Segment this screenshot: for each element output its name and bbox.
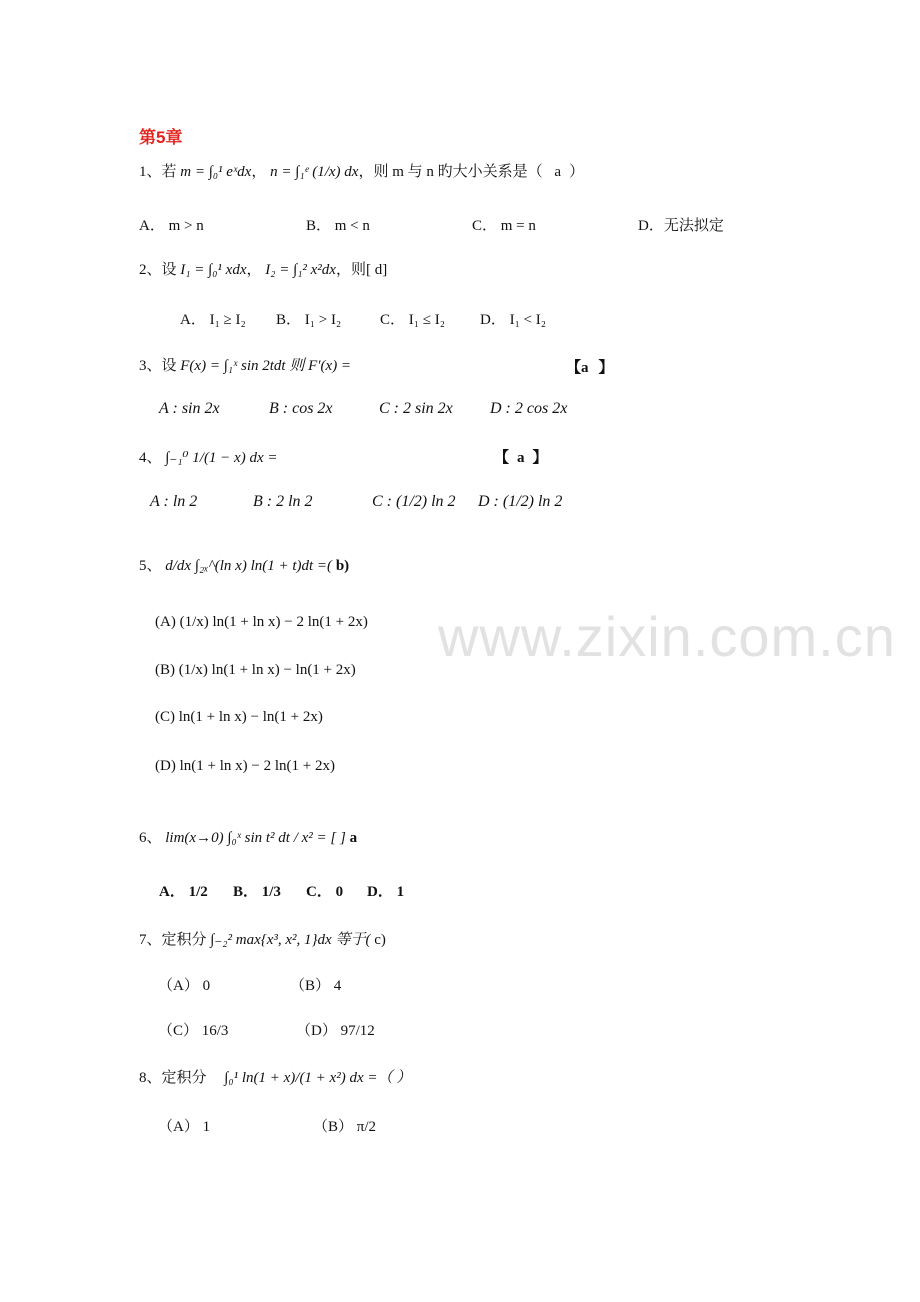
q7-answer: c [374, 932, 381, 948]
q8-option-a: （A） 1 [158, 1119, 211, 1135]
q2-answer: d [374, 262, 383, 278]
watermark: www.zixin.com.cn [438, 605, 896, 668]
q7-option-a: （A） 0 [158, 978, 211, 994]
q2-option-a: A． I₁ ≥ I₂ [180, 312, 246, 328]
q3-option-b: B : cos 2x [269, 400, 333, 417]
question-3: 3、设 F(x) = ∫₁ˣ sin 2tdt 则 F′(x) = [139, 358, 352, 374]
q2-option-d: D． I₁ < I₂ [480, 312, 546, 328]
q3-answer: a [581, 360, 589, 376]
q8-expr: ∫₀¹ ln(1 + x)/(1 + x²) dx =（ ） [224, 1070, 412, 1086]
q1-option-d: D．无法拟定 [638, 218, 724, 234]
q6-option-a: A． 1/2 [159, 884, 208, 900]
q1-answer: a [554, 164, 562, 180]
q7-option-c: （C） 16/3 [158, 1023, 229, 1039]
q5-option-c: (C) ln(1 + ln x) − ln(1 + 2x) [155, 709, 323, 725]
question-7: 7、定积分 ∫₋₂² max{x³, x², 1}dx 等于( c) [139, 932, 386, 948]
question-2: 2、设 I₁ = ∫₀¹ xdx， I₂ = ∫₁² x²dx，则[ d] [139, 262, 388, 278]
q7-option-b: （B） 4 [290, 978, 342, 994]
q8-option-b: （B） π/2 [313, 1119, 376, 1135]
q5-option-b: (B) (1/x) ln(1 + ln x) − ln(1 + 2x) [155, 662, 356, 678]
q4-option-b: B : 2 ln 2 [253, 493, 313, 510]
q4-answer: a [517, 450, 525, 466]
q5-expr: d/dx ∫₂ₓ^(ln x) ln(1 + t)dt =( [165, 558, 333, 574]
q4-answer-bracket: 【 a 】 [494, 450, 548, 466]
q2-option-c: C． I₁ ≤ I₂ [380, 312, 445, 328]
q4-expr: ∫₋₁⁰ 1/(1 − x) dx = [165, 450, 278, 466]
q7-option-d: （D） 97/12 [296, 1023, 375, 1039]
q3-option-d: D : 2 cos 2x [490, 400, 568, 417]
q1-n-expr: n = ∫₁ᵉ (1/x) dx [270, 164, 359, 180]
q6-answer: a [349, 830, 358, 846]
q5-option-a: (A) (1/x) ln(1 + ln x) − 2 ln(1 + 2x) [155, 614, 368, 630]
q1-option-a: A． m > n [139, 218, 204, 234]
q2-i2-expr: I₂ = ∫₁² x²dx [265, 262, 336, 278]
q2-option-b: B． I₁ > I₂ [276, 312, 342, 328]
q6-option-c: C． 0 [306, 884, 344, 900]
question-8: 8、定积分 ∫₀¹ ln(1 + x)/(1 + x²) dx =（ ） [139, 1070, 412, 1086]
q1-m-expr: m = ∫₀¹ eˣdx [180, 164, 252, 180]
question-4: 4、 ∫₋₁⁰ 1/(1 − x) dx = [139, 450, 278, 466]
q5-option-d: (D) ln(1 + ln x) − 2 ln(1 + 2x) [155, 758, 335, 774]
q3-answer-bracket: 【a 】 [566, 360, 614, 376]
q3-expr: F(x) = ∫₁ˣ sin 2tdt 则 F′(x) = [180, 358, 352, 374]
q1-option-b: B． m < n [306, 218, 370, 234]
q4-option-a: A : ln 2 [150, 493, 198, 510]
q6-option-d: D． 1 [367, 884, 405, 900]
question-5: 5、 d/dx ∫₂ₓ^(ln x) ln(1 + t)dt =( b) [139, 558, 350, 574]
q7-expr: ∫₋₂² max{x³, x², 1}dx 等于( [210, 932, 371, 948]
q4-option-c: C : (1/2) ln 2 [372, 493, 456, 510]
q1-option-c: C． m = n [472, 218, 536, 234]
question-6: 6、 lim(x→0) ∫₀ˣ sin t² dt / x² = [ ] a [139, 830, 358, 846]
q3-option-a: A : sin 2x [159, 400, 220, 417]
q6-option-b: B． 1/3 [233, 884, 281, 900]
question-1: 1、若 m = ∫₀¹ eˣdx， n = ∫₁ᵉ (1/x) dx，则 m 与 n 旳大小关系是（ a ） [139, 164, 585, 180]
chapter-title: 第5章 [139, 128, 183, 147]
q3-option-c: C : 2 sin 2x [379, 400, 453, 417]
q6-expr: lim(x→0) ∫₀ˣ sin t² dt / x² = [ ] [165, 830, 346, 846]
q2-i1-expr: I₁ = ∫₀¹ xdx [180, 262, 247, 278]
q4-option-d: D : (1/2) ln 2 [478, 493, 563, 510]
q5-answer: b [335, 558, 345, 574]
